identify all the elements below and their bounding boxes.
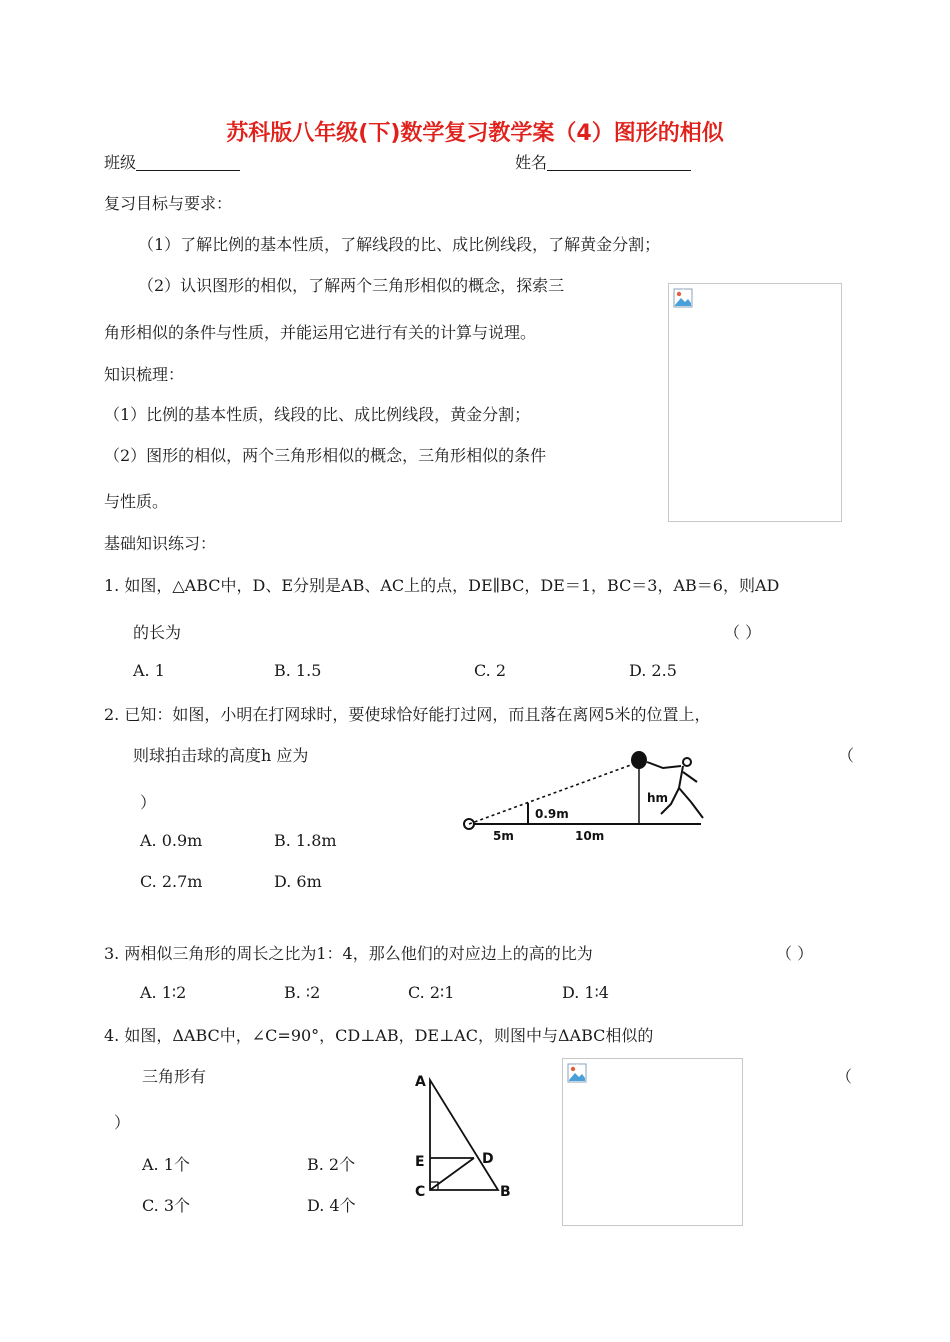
option[interactable]: B. 2个 [307, 1155, 356, 1174]
option[interactable]: A. 1个 [142, 1155, 190, 1174]
vertex-label-a: A [415, 1074, 426, 1090]
triangle-figure [408, 1070, 518, 1204]
distance-label-10m: 10m [575, 829, 605, 843]
distance-label-5m: 5m [493, 829, 514, 843]
option[interactable]: D. 2.5 [629, 661, 677, 680]
name-blank[interactable] [547, 154, 691, 171]
name-label: 姓名 [515, 153, 548, 172]
racket-icon [631, 751, 647, 769]
triangle-abc [430, 1080, 498, 1190]
knowledge-item: （2）图形的相似，两个三角形相似的概念，三角形相似的条件 [104, 446, 547, 465]
objective-item: （1）了解比例的基本性质，了解线段的比、成比例线段，了解黄金分割； [138, 235, 661, 254]
option[interactable]: A. 1 [133, 661, 165, 680]
option[interactable]: A. 0.9m [140, 831, 203, 850]
option[interactable]: D. 1∶4 [562, 983, 609, 1002]
answer-paren-open[interactable]: （ [836, 1067, 853, 1086]
question-3-text: 3. 两相似三角形的周长之比为1：4，那么他们的对应边上的高的比为 [104, 944, 593, 963]
class-label: 班级 [104, 153, 137, 172]
vertex-label-c: C [415, 1184, 426, 1200]
vertex-label-b: B [500, 1184, 511, 1200]
option[interactable]: B. 1.8m [274, 831, 337, 850]
objective-item: 角形相似的条件与性质，并能运用它进行有关的计算与说理。 [104, 323, 537, 342]
option[interactable]: C. 2.7m [140, 872, 203, 891]
question-1-text: 的长为 [133, 623, 182, 642]
class-blank[interactable] [136, 154, 240, 171]
option[interactable]: C. 2 [474, 661, 507, 680]
answer-paren[interactable]: （ ） [724, 623, 762, 642]
player-icon [647, 758, 703, 818]
knowledge-heading: 知识梳理： [104, 365, 185, 384]
option[interactable]: B. 1.5 [274, 661, 322, 680]
objectives-heading: 复习目标与要求： [104, 194, 233, 213]
knowledge-item: 与性质。 [104, 492, 169, 511]
segment-cd [430, 1158, 474, 1190]
option[interactable]: C. 3个 [142, 1196, 191, 1215]
class-field [104, 150, 240, 173]
net-label: 0.9m [535, 807, 569, 821]
broken-image-placeholder [668, 283, 842, 522]
answer-paren-open[interactable]: （ [838, 746, 855, 765]
option[interactable]: D. 6m [274, 872, 322, 891]
objective-item: （2）认识图形的相似，了解两个三角形相似的概念，探索三 [138, 276, 565, 295]
question-4-text: 三角形有 [142, 1067, 207, 1086]
practice-heading: 基础知识练习： [104, 534, 217, 553]
option[interactable]: A. 1∶2 [140, 983, 187, 1002]
tennis-figure [455, 748, 715, 848]
answer-paren[interactable]: （ ） [776, 944, 814, 963]
question-2-text: 则球拍击球的高度h 应为 [133, 746, 309, 765]
vertex-label-d: D [482, 1151, 494, 1167]
name-field [515, 150, 691, 173]
vertex-label-e: E [415, 1154, 425, 1170]
question-4-text: 4. 如图，ΔABC中，∠C=90°，CD⊥AB，DE⊥AC，则图中与ΔABC相似的 [104, 1026, 654, 1045]
answer-paren-close[interactable]: ） [140, 793, 157, 812]
broken-image-placeholder [562, 1058, 743, 1226]
question-2-text: 2. 已知：如图，小明在打网球时，要使球恰好能打过网，而且落在离网5米的位置上， [104, 705, 711, 724]
question-1-text: 1. 如图，△ABC中，D、E分别是AB、AC上的点，DE∥BC，DE＝1，BC＝3，AB＝6，则AD [104, 576, 780, 595]
height-label: hm [647, 791, 669, 805]
option[interactable]: C. 2∶1 [408, 983, 455, 1002]
answer-paren-close[interactable]: ） [114, 1113, 131, 1132]
knowledge-item: （1）比例的基本性质，线段的比、成比例线段，黄金分割； [104, 405, 531, 424]
option[interactable]: D. 4个 [307, 1196, 356, 1215]
broken-image-icon [673, 288, 693, 308]
page-title: 苏科版八年级(下)数学复习教学案（4）图形的相似 [226, 121, 724, 146]
option[interactable]: B. ∶2 [284, 983, 321, 1002]
broken-image-icon [567, 1063, 587, 1083]
